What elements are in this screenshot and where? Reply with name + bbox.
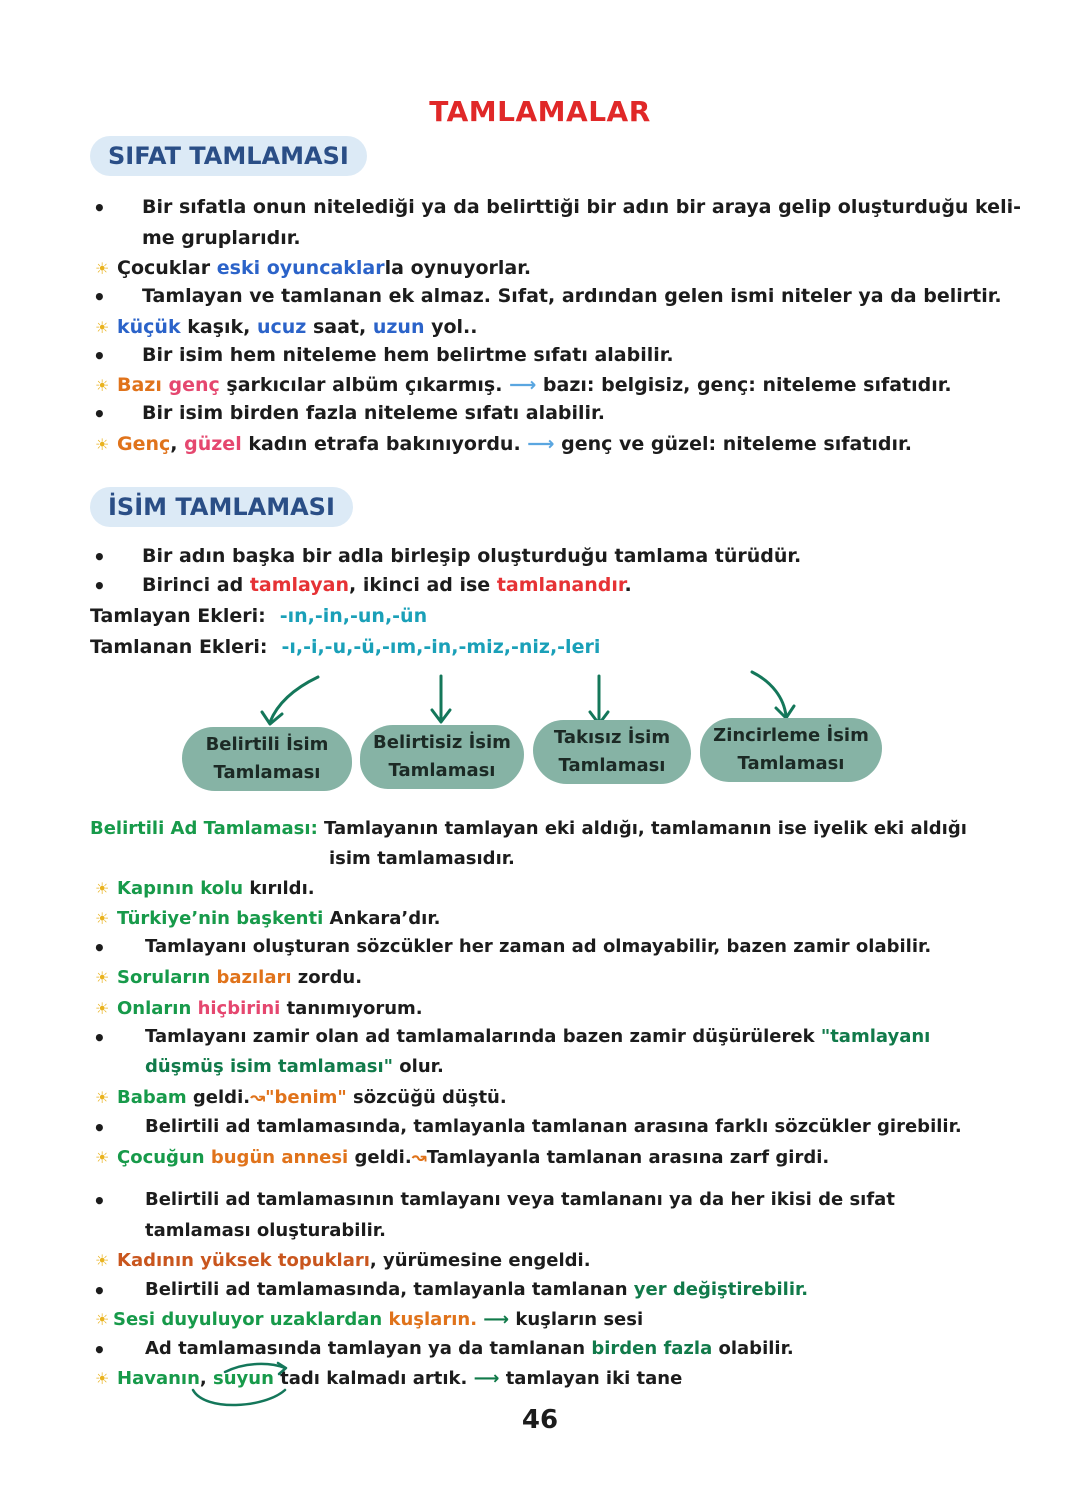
sun-icon: ☀ <box>95 1369 110 1388</box>
belirtili-definition: Belirtili Ad Tamlaması: Tamlayanın tamlayan eki aldığı, tamlamanın ise iyelik eki aldığı <box>90 818 967 839</box>
example-line: ☀ Genç, güzel kadın etrafa bakınıyordu. ⟶ genç ve güzel: niteleme sıfatıdır. <box>95 433 912 455</box>
sifat-definition-line1: Bir sıfatla onun nitelediği ya da belirttiği bir adın bir araya gelip oluşturduğu keli- <box>142 196 1021 218</box>
belirtili-rule-4-line2: tamlaması oluşturabilir. <box>145 1220 386 1241</box>
arrow-right-icon: ⟶ <box>502 374 543 396</box>
section-heading-sifat: SIFAT TAMLAMASI <box>90 136 367 176</box>
squiggle-arrow-icon: ↝ <box>250 1087 266 1108</box>
belirtili-rule-2: Tamlayanı zamir olan ad tamlamalarında bazen zamir düşürülerek "tamlayanı <box>145 1026 931 1047</box>
sun-icon: ☀ <box>95 259 110 278</box>
type-belirtili: Belirtili İsim Tamlaması <box>182 727 352 791</box>
sun-icon: ☀ <box>95 879 110 898</box>
squiggle-arrow-icon: ↝ <box>411 1147 427 1168</box>
example-line: ☀ Türkiye’nin başkenti Ankara’dır. <box>95 908 441 929</box>
example-line: ☀ küçük kaşık, ucuz saat, uzun yol.. <box>95 316 478 338</box>
sun-icon: ☀ <box>95 435 110 454</box>
bullet: • <box>93 936 106 960</box>
example-line: ☀ Havanın, suyun tadı kalmadı artık. ⟶ tamlayan iki tane <box>95 1368 683 1389</box>
sifat-rule-4: Bir isim birden fazla niteleme sıfatı alabilir. <box>142 402 605 424</box>
example-line: ☀ Çocuklar eski oyuncaklarla oynuyorlar. <box>95 257 532 279</box>
bullet: • <box>93 1279 106 1303</box>
arrow-right-icon: ⟶ <box>477 1309 516 1330</box>
belirtili-definition-line2: isim tamlamasıdır. <box>329 848 515 869</box>
example-line: ☀ Çocuğun bugün annesi geldi.↝Tamlayanla tamlanan arasına zarf girdi. <box>95 1147 830 1168</box>
sun-icon: ☀ <box>95 909 110 928</box>
tamlayan-ekleri: Tamlayan Ekleri: -ın,-in,-un,-ün <box>90 605 428 627</box>
bullet: • <box>93 545 106 569</box>
sun-icon: ☀ <box>95 376 110 395</box>
sun-icon: ☀ <box>95 999 110 1018</box>
type-takisiz: Takısız İsim Tamlaması <box>533 720 691 784</box>
sifat-definition-line2: me gruplarıdır. <box>142 227 301 249</box>
arrow-right-icon: ⟶ <box>467 1368 506 1389</box>
sun-icon: ☀ <box>95 968 110 987</box>
arrow-down-icon <box>752 672 786 716</box>
arrow-down-icon <box>270 677 318 722</box>
example-line: ☀ Sesi duyuluyor uzaklardan kuşların. ⟶ kuşların sesi <box>95 1309 644 1330</box>
belirtili-rule-5: Belirtili ad tamlamasında, tamlayanla tamlanan yer değiştirebilir. <box>145 1279 809 1300</box>
example-line: ☀ Soruların bazıları zordu. <box>95 967 363 988</box>
bullet: • <box>93 1189 106 1213</box>
sun-icon: ☀ <box>95 1148 110 1167</box>
bullet: • <box>93 402 106 426</box>
bullet: • <box>93 196 106 220</box>
belirtili-rule-2-line2: düşmüş isim tamlaması" olur. <box>145 1056 444 1077</box>
bullet: • <box>93 285 106 309</box>
page-title: TAMLAMALAR <box>429 95 651 128</box>
example-line: ☀ Kadının yüksek topukları, yürümesine engeldi. <box>95 1250 591 1271</box>
example-line: ☀ Babam geldi.↝"benim" sözcüğü düştü. <box>95 1087 507 1108</box>
bullet: • <box>93 344 106 368</box>
page-number: 46 <box>521 1405 559 1435</box>
sun-icon: ☀ <box>95 1088 110 1107</box>
sun-icon: ☀ <box>95 1251 110 1270</box>
sun-icon: ☀ <box>95 1310 110 1329</box>
arrow-right-icon: ⟶ <box>520 433 562 455</box>
isim-rule-2: Birinci ad tamlayan, ikinci ad ise tamlanandır. <box>142 574 632 596</box>
curved-arrow-icon <box>185 1360 305 1410</box>
belirtili-rule-4: Belirtili ad tamlamasının tamlayanı veya tamlananı ya da her ikisi de sıfat <box>145 1189 895 1210</box>
sifat-rule-2: Tamlayan ve tamlanan ek almaz. Sıfat, ardından gelen ismi niteler ya da belirtir. <box>142 285 1002 307</box>
type-zincirleme: Zincirleme İsim Tamlaması <box>700 718 882 782</box>
example-line: ☀ Kapının kolu kırıldı. <box>95 878 315 899</box>
type-belirtisiz: Belirtisiz İsim Tamlaması <box>360 725 524 789</box>
sun-icon: ☀ <box>95 318 110 337</box>
example-line: ☀ Bazı genç şarkıcılar albüm çıkarmış. ⟶ bazı: belgisiz, genç: niteleme sıfatıdır. <box>95 374 952 396</box>
bullet: • <box>93 1338 106 1362</box>
example-line: ☀ Onların hiçbirini tanımıyorum. <box>95 998 423 1019</box>
section-heading-isim: İSİM TAMLAMASI <box>90 487 353 527</box>
isim-definition: Bir adın başka bir adla birleşip oluşturduğu tamlama türüdür. <box>142 545 802 567</box>
belirtili-rule-1: Tamlayanı oluşturan sözcükler her zaman ad olmayabilir, bazen zamir olabilir. <box>145 936 932 957</box>
belirtili-rule-3: Belirtili ad tamlamasında, tamlayanla tamlanan arasına farklı sözcükler girebilir. <box>145 1116 962 1137</box>
bullet: • <box>93 1116 106 1140</box>
sifat-rule-3: Bir isim hem niteleme hem belirtme sıfatı alabilir. <box>142 344 674 366</box>
bullet: • <box>93 1026 106 1050</box>
belirtili-rule-6: Ad tamlamasında tamlayan ya da tamlanan birden fazla olabilir. <box>145 1338 794 1359</box>
bullet: • <box>93 574 106 598</box>
tamlanan-ekleri: Tamlanan Ekleri: -ı,-i,-u,-ü,-ım,-in,-miz,-niz,-leri <box>90 636 601 658</box>
